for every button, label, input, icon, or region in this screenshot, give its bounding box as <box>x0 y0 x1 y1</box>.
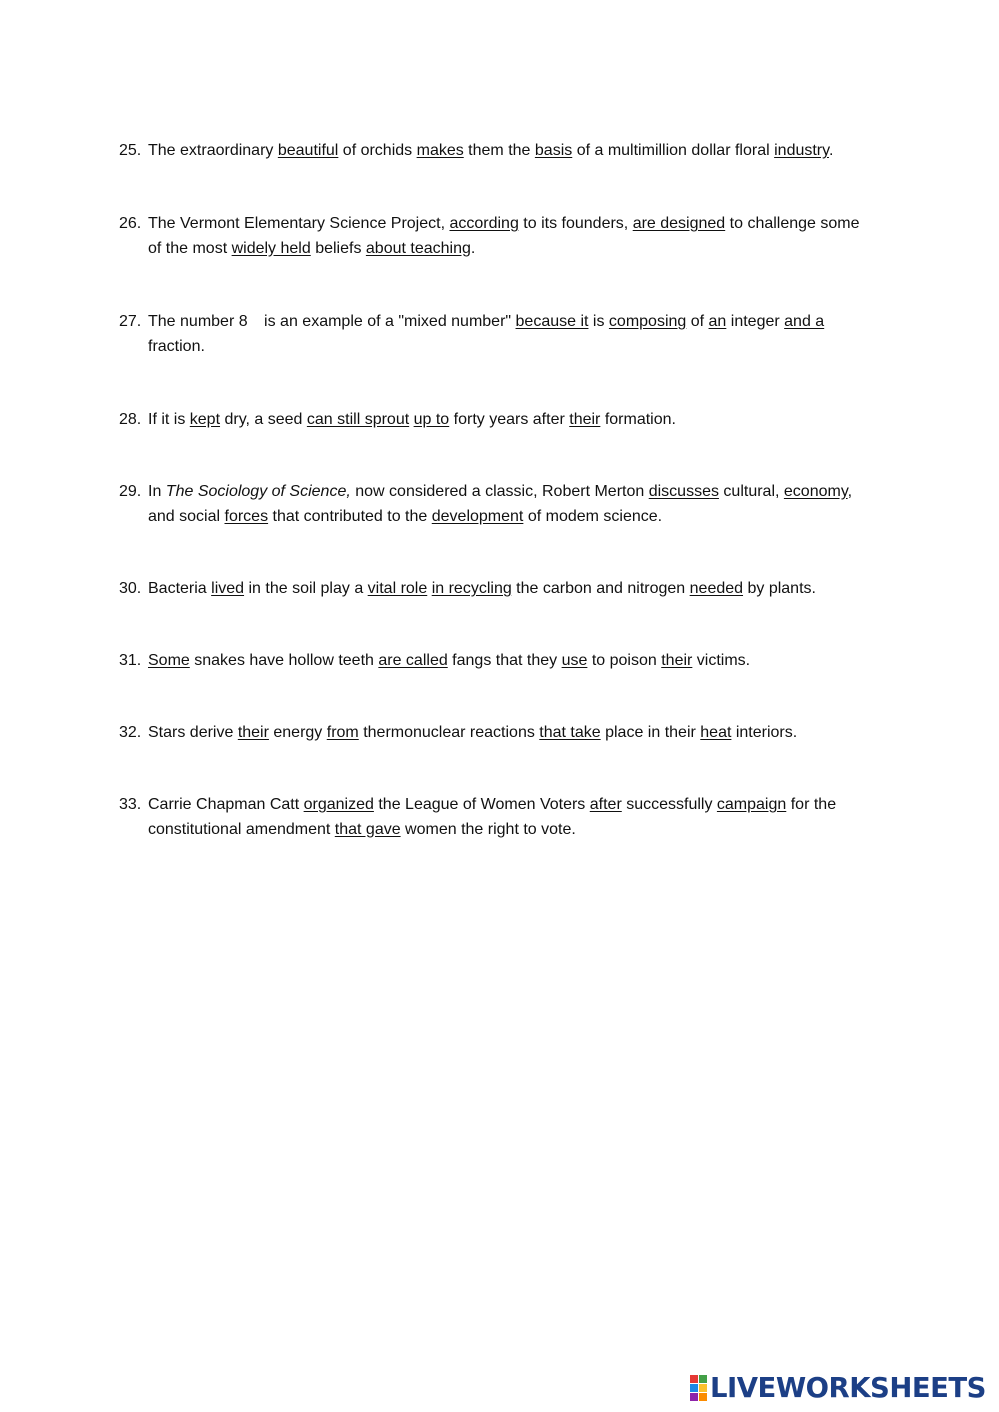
question-number: 32. <box>119 724 142 741</box>
question-number: 30. <box>119 580 142 597</box>
underlined-phrase: from <box>326 724 359 741</box>
question-text: Stars derive their energy from thermonuclear reactions that take place in their heat interiors. <box>148 724 798 741</box>
question-31 <box>119 649 869 674</box>
logo-text: LIVEWORKSHEETS <box>710 1372 986 1404</box>
underlined-phrase: heat <box>700 724 732 741</box>
underlined-phrase: are called <box>378 652 448 669</box>
underlined-phrase: up to <box>413 411 450 428</box>
underlined-phrase: lived <box>211 580 245 597</box>
question-number: 29. <box>119 483 142 500</box>
italic-title: The Sociology of Science, <box>165 483 351 500</box>
question-text: In The Sociology of Science, now considered a classic, Robert Merton discusses cultural, economy, and social forces that contributed to the development of modem science. <box>148 483 853 525</box>
underlined-phrase: organized <box>303 796 374 813</box>
underlined-phrase: use <box>561 652 588 669</box>
underlined-phrase: their <box>237 724 269 741</box>
liveworksheets-logo[interactable] <box>690 1372 986 1404</box>
logo-mark-icon <box>690 1375 707 1401</box>
question-32 <box>119 721 869 746</box>
underlined-phrase: because it <box>515 313 589 330</box>
underlined-phrase: development <box>431 507 524 525</box>
question-28 <box>119 408 869 433</box>
underlined-phrase: needed <box>689 580 744 597</box>
underlined-phrase: composing <box>608 313 687 330</box>
underlined-phrase: vital role <box>367 580 428 597</box>
underlined-phrase: discusses <box>648 483 719 500</box>
question-number: 28. <box>119 411 142 428</box>
underlined-phrase: forces <box>224 507 269 525</box>
question-text: Carrie Chapman Catt organized the League of Women Voters after successfully campaign for the constitutional amendment that gave women the right to vote. <box>148 796 837 838</box>
question-text: Some snakes have hollow teeth are called fangs that they use to poison their victims. <box>148 652 751 669</box>
question-number: 27. <box>119 313 142 330</box>
underlined-phrase: kept <box>189 411 221 428</box>
underlined-phrase: campaign <box>716 796 787 813</box>
question-26 <box>119 212 869 261</box>
underlined-phrase: that gave <box>334 820 401 838</box>
underlined-phrase: are designed <box>632 215 726 232</box>
question-text: Bacteria lived in the soil play a vital role in recycling the carbon and nitrogen needed by plants. <box>148 580 816 597</box>
question-number: 31. <box>119 652 142 669</box>
question-33 <box>119 793 869 842</box>
underlined-phrase: that take <box>539 724 601 741</box>
underlined-phrase: according <box>449 215 519 232</box>
question-number: 26. <box>119 215 142 232</box>
question-text: The number 8 is an example of a "mixed number" because it is composing of an integer and a fraction. <box>148 313 825 355</box>
underlined-phrase: after <box>589 796 622 813</box>
underlined-phrase: economy <box>783 483 848 500</box>
underlined-phrase: beautiful <box>277 142 339 159</box>
underlined-phrase: their <box>569 411 601 428</box>
underlined-phrase: and a <box>784 313 825 330</box>
underlined-phrase: about teaching <box>365 239 471 257</box>
question-29 <box>119 480 869 529</box>
question-number: 33. <box>119 796 142 813</box>
underlined-phrase: makes <box>416 142 464 159</box>
underlined-phrase: an <box>708 313 727 330</box>
underlined-phrase: can still sprout <box>306 411 410 428</box>
underlined-phrase: basis <box>534 142 573 159</box>
question-text: The extraordinary beautiful of orchids makes them the basis of a multimillion dollar floral industry. <box>148 142 834 159</box>
question-27 <box>119 310 869 359</box>
question-text: The Vermont Elementary Science Project, according to its founders, are designed to challenge some of the most widely held beliefs about teaching. <box>148 215 860 257</box>
question-text: If it is kept dry, a seed can still sprout up to forty years after their formation. <box>148 411 676 428</box>
question-25 <box>119 139 869 164</box>
underlined-phrase: in recycling <box>431 580 512 597</box>
underlined-phrase: widely held <box>231 239 311 257</box>
underlined-phrase: industry <box>774 142 829 159</box>
question-number: 25. <box>119 142 142 159</box>
underlined-phrase: their <box>661 652 693 669</box>
underlined-phrase: Some <box>148 652 190 669</box>
question-30 <box>119 577 869 602</box>
